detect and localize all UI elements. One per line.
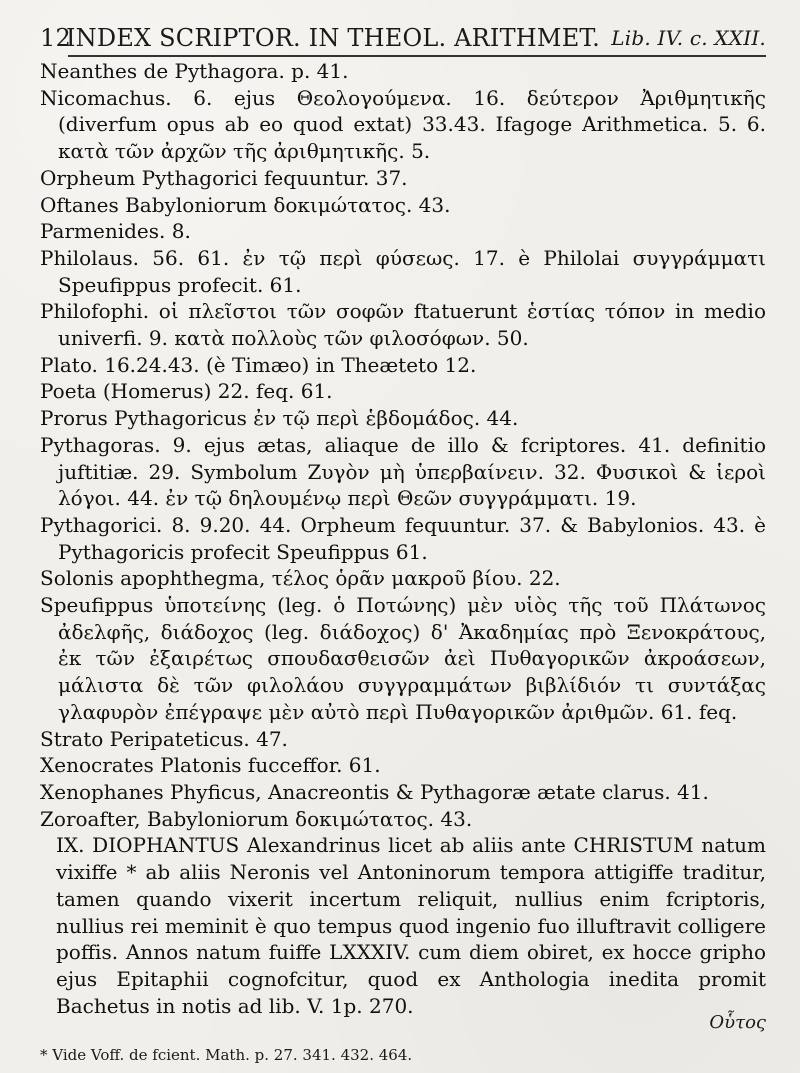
catchword: Οὗτος [709, 1012, 766, 1033]
index-entry-philolaus: Philolaus. 56. 61. ἐν τῷ περὶ φύσεως. 17. è Philolai συγγράμματι Speufippus profecit. 61. [40, 245, 766, 297]
index-entry-xenophanes: Xenophanes Phyficus, Anacreontis & Pythagoræ ætate clarus. 41. [40, 779, 709, 804]
page-header [40, 12, 766, 58]
index-entry-xenocrates: Xenocrates Platonis fucceffor. 61. [40, 753, 381, 778]
index-entry-oftanes: Oftanes Babyloniorum δοκιμώτατος. 43. [40, 192, 451, 217]
index-entry-philosophi: Philofophi. οἱ πλεῖστοι τῶν σοφῶν ftatuerunt ἑστίας τόπον in medio univerfi. 9. κατὰ πολλοὺς τῶν φιλοσόφων. 50. [40, 299, 766, 351]
footnote: * Vide Voff. de fcient. Math. p. 27. 341. 432. 464. [40, 1045, 413, 1064]
running-head: INDEX SCRIPTOR. IN THEOL. ARITHMET. [66, 24, 600, 52]
index-entry-solonis: Solonis apophthegma, τέλος ὁρᾶν μακροῦ βίου. 22. [40, 566, 561, 591]
index-entry-pythagoras: Pythagoras. 9. ejus ætas, aliaque de illo & fcriptores. 41. definitio juftitiæ. 29. Symbolum Ζυγὸν μὴ ὑπερβαίνειν. 32. Φυσικοὶ & ἱεροὶ λόγοι. 44. ἐν τῷ δηλουμένῳ περὶ Θεῶν συγγράμματι. 19. [40, 432, 766, 511]
index-entry-plato: Plato. 16.24.43. (è Timæo) in Theæteto 12. [40, 352, 477, 377]
index-entry-neanthes: Neanthes de Pythagora. p. 41. [40, 59, 349, 83]
index-entry-zoroaster: Zoroafter, Babyloniorum δοκιμώτατος. 43. [40, 806, 473, 831]
index-entry-pythagorici: Pythagorici. 8. 9.20. 44. Orpheum fequuntur. 37. & Babylonios. 43. è Pythagoricis profecit Speufippus 61. [40, 512, 766, 564]
header-rule [68, 55, 766, 57]
index-entry-strato: Strato Peripateticus. 47. [40, 726, 288, 751]
index-entry-poeta: Poeta (Homerus) 22. feq. 61. [40, 379, 333, 404]
page-number: 12 [40, 24, 71, 52]
section-reference: Lib. IV. c. XXII. [611, 26, 766, 50]
index-entry-orpheum: Orpheum Pythagorici fequuntur. 37. [40, 165, 408, 190]
index-entry-nicomachus: Nicomachus. 6. ejus Θεολογούμενα. 16. δεύτερον Ἀριθμητικῆς (diverfum opus ab eo quod extat) 33.43. Ifagoge Arithmetica. 5. 6. κατὰ τῶν ἀρχῶν τῆς ἀριθμητικῆς. 5. [40, 85, 766, 164]
index-entry-speusippus: Speufippus ὑποτείνης (leg. ὁ Ποτώνης) μὲν υἱὸς τῆς τοῦ Πλάτωνος ἀδελφῆς, διάδοχος (leg. διάδοχος) δ' Ἀκαδημίας πρὸ Ξενοκράτους, ἐκ τῶν ἐξαιρέτως σπουδασθεισῶν ἀεὶ Πυθαγορικῶν ἀκροάσεων, μάλιστα δὲ τῶν φιλολάου συγγραμμάτων βιβλίδιόν τι συντάξας γλαφυρὸν ἐπέγραψε μὲν αὐτὸ περὶ Πυθαγορικῶν ἀριθμῶν. 61. feq. [40, 593, 766, 724]
index-entry-prorus: Prorus Pythagoricus ἐν τῷ περὶ ἑβδομάδος. 44. [40, 406, 519, 431]
index-content [40, 58, 766, 1019]
index-entry-parmenides: Parmenides. 8. [40, 219, 191, 244]
diophantus-paragraph: IX. DIOPHANTUS Alexandrinus licet ab aliis ante CHRISTUM natum vixiffe * ab aliis Neronis vel Antoninorum tempora attigiffe traditur, tamen quando vixerit incertum reliquit, nullius enim fcriptoris, nullius rei meminit è quo tempus quod ingenio fuo illuftravit colligere poffis. Annos natum fuiffe LXXXIV. cum diem obiret, ex hocce gripho ejus Epitaphii cognofcitur, quod ex Anthologia inedita promit Bachetus in notis ad lib. V. 1p. 270. [56, 833, 766, 1018]
